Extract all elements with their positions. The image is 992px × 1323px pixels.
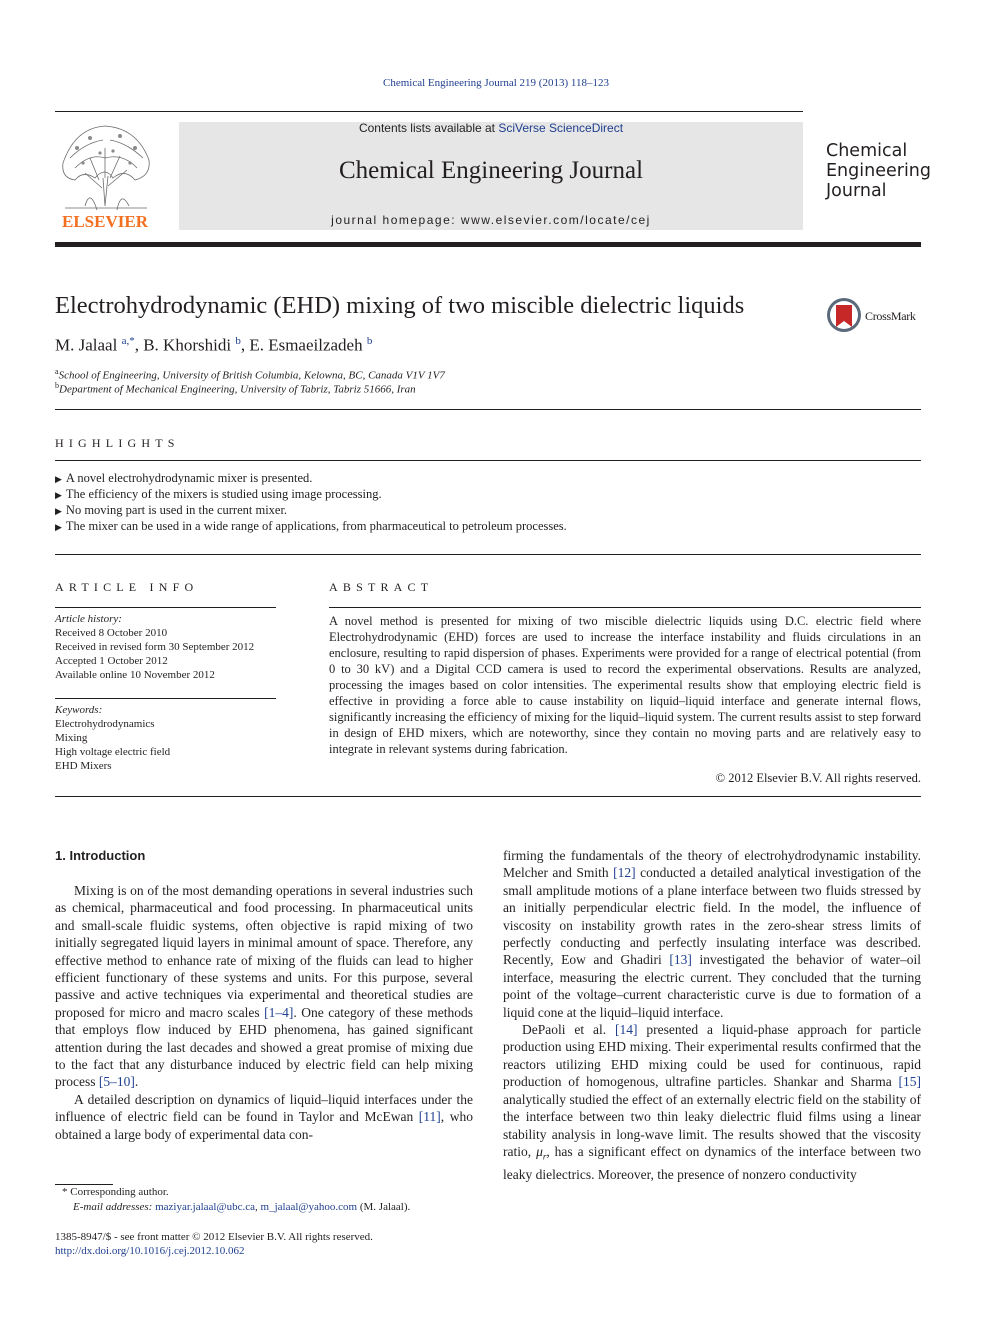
footnote-rule (55, 1184, 113, 1185)
sciencedirect-link[interactable]: SciVerse ScienceDirect (498, 121, 624, 135)
keywords-label: Keywords: (55, 704, 103, 716)
email-label: E-mail addresses: (73, 1201, 156, 1213)
triangle-bullet-icon: ▶ (55, 490, 62, 500)
history-item: Received 8 October 2010 (55, 627, 168, 639)
highlight-item (55, 487, 382, 502)
paragraph-text: , who obtained a large body of experimental data con- (55, 1109, 474, 1142)
copyright: © 2012 Elsevier B.V. All rights reserved. (715, 771, 921, 785)
abstract-text: A novel method is presented for mixing of two miscible dielectric liquids using D.C. electric field where Electrohydrodynamic (EHD) forces are used to increase the interface instability and fluids circulations in an enclosure, resulting to rapid dispersion of phases. Experiments were provided for a range of electrical potential (from 0 to 30 kV) and a Digital CCD camera is used to record the experimental observations. Results are analyzed, processing the images based on color intensities. The experimental results show that employing electric field is effective in providing a force able to cause instability on liquid–liquid interface and generate internal flows, significantly increasing the efficiency of mixing for the liquid–liquid system. The current results assist to step forward in design of EHD mixers, which are noteworthy, since they contain no moving parts and are relatively easy to integrate in relevant systems during fabrication. (329, 614, 921, 756)
affiliation-text: School of Engineering, University of British Columbia, Kelowna, BC, Canada V1V 1V7 (58, 369, 445, 382)
history-item: Received in revised form 30 September 2012 (55, 641, 255, 653)
affiliation-sup: a (55, 367, 59, 376)
triangle-bullet-icon: ▶ (55, 474, 62, 484)
highlights-label: HIGHLIGHTS (55, 436, 180, 450)
math-symbol: μ (536, 1143, 543, 1159)
divider (55, 460, 921, 461)
author-name[interactable]: B. Khorshidi (143, 335, 232, 355)
author-affil-sup[interactable]: a,* (121, 335, 135, 347)
highlight-text: The efficiency of the mixers is studied using image processing. (65, 487, 382, 501)
author-name[interactable]: E. Esmaeilzadeh (249, 335, 363, 355)
affiliation (55, 367, 445, 382)
affiliation-text: Department of Mechanical Engineering, University of Tabriz, Tabriz 51666, Iran (59, 383, 416, 396)
header-rule (55, 111, 803, 112)
email-link[interactable]: maziyar.jalaal@ubc.ca (155, 1201, 256, 1213)
reference-link[interactable]: [15] (898, 1074, 921, 1090)
email-separator: , (255, 1201, 261, 1213)
paragraph-text: firming the fundamentals of the theory of electrohydrodynamic instability. Melcher and Smith (503, 848, 921, 881)
highlight-item (55, 471, 312, 486)
affiliation-sup: b (55, 381, 59, 390)
keyword: EHD Mixers (55, 760, 112, 772)
reference-link[interactable]: [1–4] (264, 1004, 294, 1020)
paragraph-text: DePaoli et al. (522, 1022, 616, 1038)
contents-prefix: Contents lists available at (358, 121, 499, 135)
corresponding-author-note: * Corresponding author. (62, 1186, 169, 1198)
article-title: Electrohydrodynamic (EHD) mixing of two miscible dielectric liquids (55, 292, 745, 319)
paragraph (55, 1091, 473, 1143)
article-info-label: ARTICLE INFO (55, 580, 199, 594)
paragraph-text: presented a liquid-phase approach for particle production using EHD mixing. Their experimental results confirmed that the reactors utilizing EHD mixing could be used for continuous, rapid production of homogenous, ultrafine particles. Shankar and Sharma (503, 1022, 922, 1090)
paragraph (503, 1021, 921, 1183)
math-subscript: r (542, 1151, 547, 1162)
doi-link[interactable]: http://dx.doi.org/10.1016/j.cej.2012.10.062 (55, 1245, 245, 1257)
divider (55, 796, 921, 797)
reference-link[interactable]: [11] (418, 1109, 441, 1125)
history-item: Accepted 1 October 2012 (55, 655, 168, 667)
paragraph-text: investigated the behavior of water–oil interface, measuring the electric current. They concluded that the turning point of the voltage–current characteristic curve is due to formation of a liquid cone at the liquid–liquid interface. (503, 952, 921, 1020)
abstract-label: ABSTRACT (329, 580, 434, 594)
reference-link[interactable]: [14] (615, 1022, 638, 1038)
section-heading: 1. Introduction (55, 848, 146, 863)
journal-logo-line: Engineering (826, 161, 931, 181)
email-note (73, 1201, 410, 1213)
journal-logo-line: Journal (826, 181, 887, 201)
crossmark-label[interactable]: CrossMark (865, 309, 916, 323)
author-affil-sup[interactable]: b (366, 335, 373, 347)
reference-link[interactable]: [12] (613, 865, 636, 881)
journal-citation[interactable]: Chemical Engineering Journal 219 (2013) 118–123 (383, 77, 609, 89)
divider (329, 607, 921, 608)
contents-line (179, 121, 803, 135)
paragraph-text: . One category of these methods that employs flow induced by EHD phenomena, has gained significant attention during the last decades and showed a great promise of mixing due to the fact that any disturbance induced by electric field can help mixing process (55, 1004, 473, 1090)
paragraph-text: conducted a detailed analytical investigation of the small amplitude motions of a plane interface between two fluids stressed by an initially perpendicular electric field. In the model, the influence of viscosity on instability growth rates in the zero-shear stress limits of perfectly conducting and perfectly insulating interface was described. Recently, Eow and Ghadiri (503, 865, 921, 968)
triangle-bullet-icon: ▶ (55, 522, 62, 532)
journal-logo-line: Chemical (826, 141, 908, 161)
keywords (55, 703, 170, 773)
journal-name: Chemical Engineering Journal (338, 157, 644, 184)
author-affil-sup[interactable]: b (235, 335, 241, 347)
article-history (55, 612, 254, 682)
keyword: Electrohydrodynamics (55, 718, 155, 730)
divider (55, 607, 276, 608)
divider (55, 409, 921, 410)
reference-link[interactable]: [13] (669, 952, 692, 968)
history-label: Article history: (55, 613, 122, 625)
email-suffix: (M. Jalaal). (357, 1201, 411, 1213)
keyword: Mixing (55, 732, 88, 744)
author-list: M. Jalaal $^{a,*}$, B. Khorshidi $^b$, E. Esmaeilzadeh $^b$ (55, 335, 373, 355)
highlight-text: No moving part is used in the current mixer. (65, 503, 288, 517)
highlight-text: A novel electrohydrodynamic mixer is presented. (65, 471, 313, 485)
elsevier-tree-logo (55, 118, 155, 230)
body-left-column (55, 882, 473, 1143)
affiliation (55, 381, 416, 396)
paragraph (503, 847, 921, 1021)
history-item: Available online 10 November 2012 (55, 669, 215, 681)
paragraph-text: analytically studied the effect of an externally electric field on the stability of the interface between two thin leaky dielectric fluid films using a linear stability analysis in long-wave limit. The results showed that the viscosity ratio, (503, 1091, 921, 1159)
crossmark-icon[interactable] (826, 297, 862, 333)
paragraph-text: , has a significant effect on dynamics of the interface between two leaky dielectrics. Moreover, the presence of nonzero conductivity (503, 1143, 921, 1182)
paragraph-text: Mixing is on of the most demanding operations in several industries such as chemical, pharmaceutical and food processing. In pharmaceutical units and small-scale fluidic systems, often objective is rapid mixing of two initially segregated liquid layers in minimal amount of space. Therefore, any effective method to enhance rate of mixing of the fluids can lead to higher efficient functionary of these systems and units. For this purpose, several passive and active techniques via experimental and theoretical studies are proposed for micro and macro scales (55, 883, 473, 1020)
reference-link[interactable]: [5–10] (98, 1074, 135, 1090)
triangle-bullet-icon: ▶ (55, 506, 62, 516)
highlight-text: The mixer can be used in a wide range of applications, from pharmaceutical to petroleum processes. (65, 519, 567, 533)
author-name[interactable]: M. Jalaal (55, 335, 118, 355)
paragraph (55, 882, 473, 1091)
header-thick-rule (55, 242, 921, 247)
keyword: High voltage electric field (55, 746, 171, 758)
elsevier-wordmark: ELSEVIER (62, 212, 148, 230)
highlight-item (55, 519, 567, 534)
highlight-item (55, 503, 287, 518)
paragraph-text: . (134, 1074, 139, 1090)
issn-line: 1385-8947/$ - see front matter © 2012 Elsevier B.V. All rights reserved. (55, 1231, 373, 1243)
journal-homepage[interactable]: journal homepage: www.elsevier.com/locate/cej (331, 213, 651, 227)
body-right-column (503, 847, 921, 1183)
paragraph-text: A detailed description on dynamics of liquid–liquid interfaces under the influence of electric field can be found in Taylor and McEwan (55, 1091, 473, 1125)
divider (55, 698, 276, 699)
email-link[interactable]: m_jalaal@yahoo.com (260, 1201, 358, 1213)
journal-logo-text (826, 141, 931, 201)
divider (55, 554, 921, 555)
